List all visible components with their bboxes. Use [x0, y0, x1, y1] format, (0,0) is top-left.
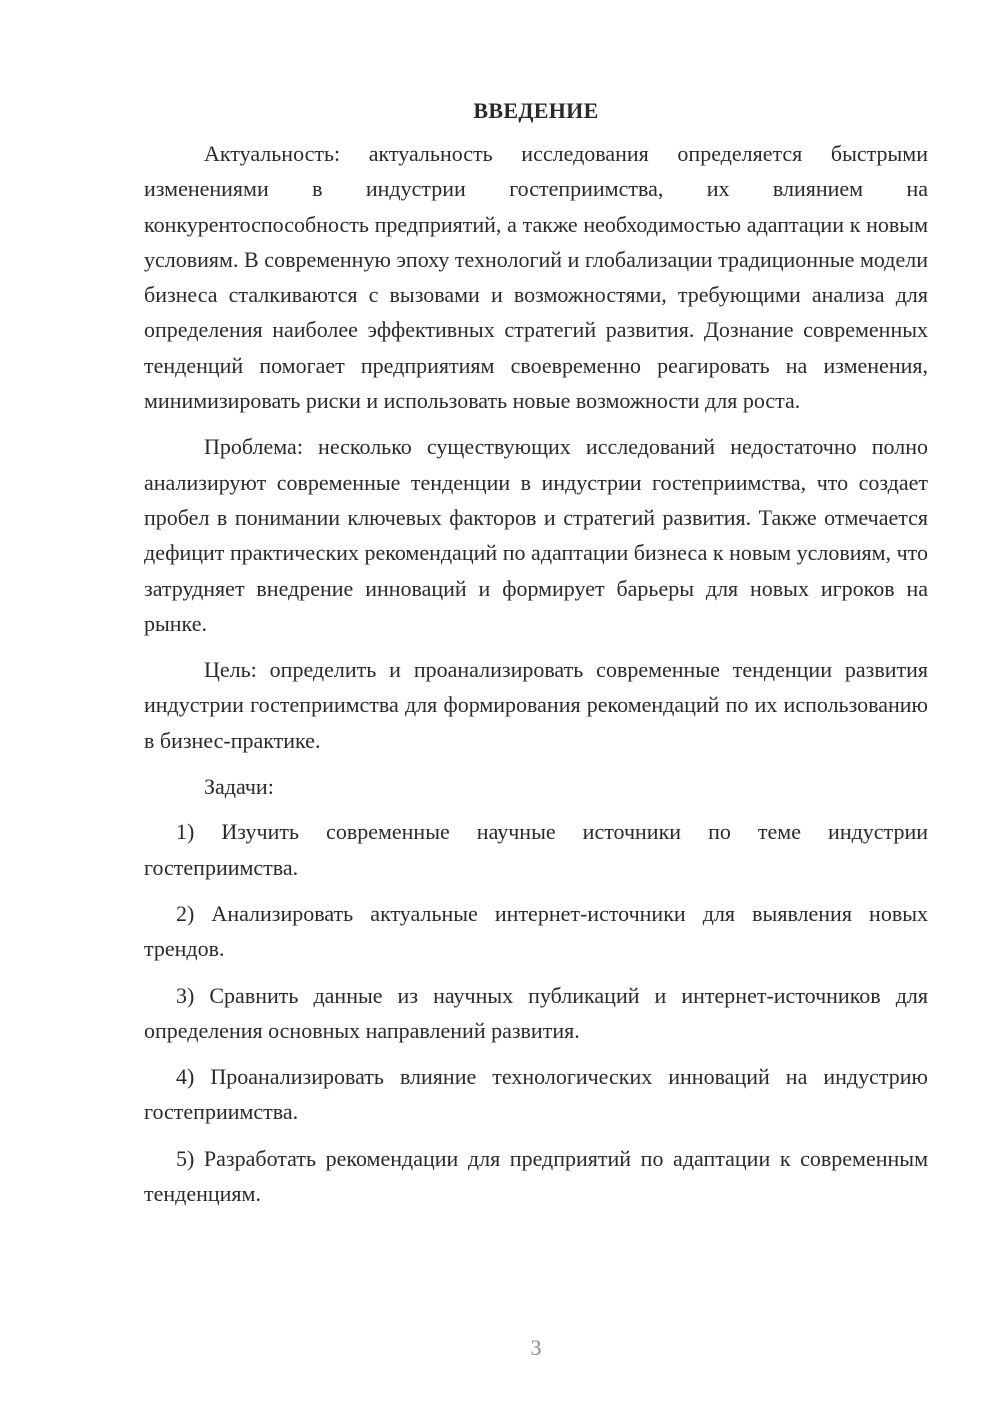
- task-item: 4) Проанализировать влияние технологических инноваций на индустрию гостеприимства.: [144, 1064, 928, 1125]
- task-item: 1) Изучить современные научные источники по теме индустрии гостеприимства.: [144, 819, 928, 880]
- section-heading: ВВЕДЕНИЕ: [473, 98, 599, 123]
- task-item: 3) Сравнить данные из научных публикаций и интернет-источников для определения основных направлений развития.: [144, 982, 928, 1043]
- page-content: [144, 96, 928, 1222]
- page-number: 3: [530, 1335, 542, 1360]
- paragraph-relevance: Актуальность: актуальность исследования определяется быстрыми изменениями в индустрии гостеприимства, их влиянием на конкурентоспособность предприятий, а также необходимостью адаптации к новым условиям. В современную эпоху технологий и глобализации традиционные модели бизнеса сталкиваются с вызовами и возможностями, требующими анализа для определения наиболее эффективных стратегий развития. Дознание современных тенденций помогает предприятиям своевременно реагировать на изменения, минимизировать риски и использовать новые возможности для роста.: [144, 141, 928, 414]
- tasks-label: Задачи:: [204, 774, 274, 800]
- paragraph-problem: Проблема: несколько существующих исследований недостаточно полно анализируют современные тенденции в индустрии гостеприимства, что создает пробел в понимании ключевых факторов и стратегий развития. Также отмечается дефицит практических рекомендаций по адаптации бизнеса к новым условиям, что затрудняет внедрение инноваций и формирует барьеры для новых игроков на рынке.: [144, 434, 928, 636]
- task-item: 2) Анализировать актуальные интернет-источники для выявления новых трендов.: [144, 900, 928, 962]
- paragraph-goal: Цель: определить и проанализировать современные тенденции развития индустрии гостеприимства для формирования рекомендаций по их использованию в бизнес-практике.: [144, 657, 928, 753]
- task-item: 5) Разработать рекомендации для предприятий по адаптации к современным тенденциям.: [144, 1145, 928, 1207]
- task-list: [144, 814, 928, 1211]
